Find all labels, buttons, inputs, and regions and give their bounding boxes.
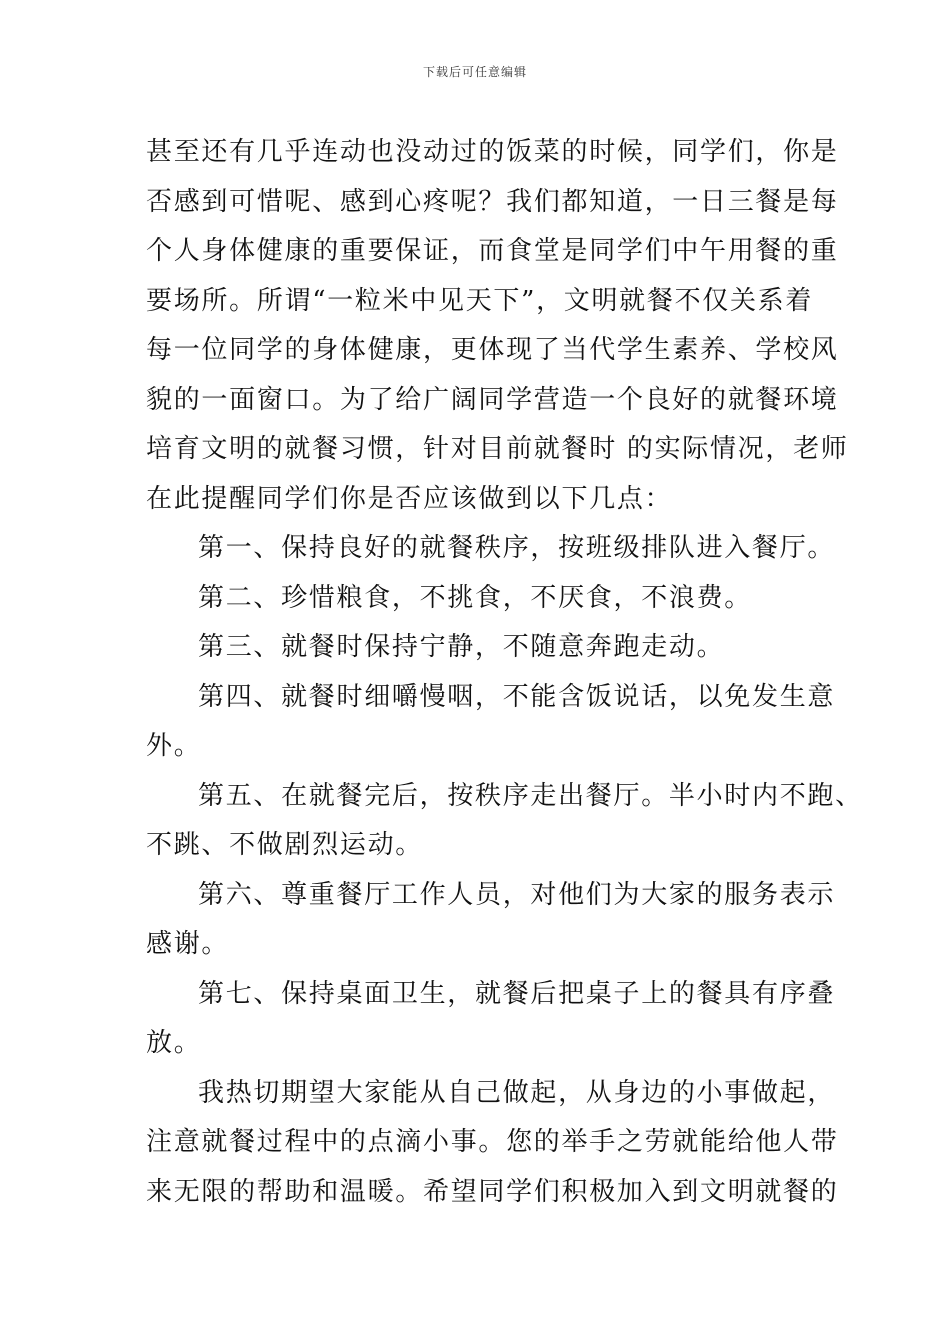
rule-item-7: 第七、保持桌面卫生，就餐后把桌子上的餐具有序叠 (198, 978, 836, 1009)
text-line: 每一位同学的身体健康，更体现了当代学生素养、学校风 (146, 335, 839, 365)
text-line: 否感到可惜呢、感到心疼呢？我们都知道，一日三餐是每 (146, 186, 839, 217)
closing-paragraph-start: 我热切期望大家能从自己做起，从身边的小事做起， (198, 1077, 836, 1108)
text-line: 外。 (146, 731, 202, 761)
page-header-note: 下载后可任意编辑 (422, 65, 527, 79)
text-line: 貌的一面窗口。为了给广阔同学营造一个良好的就餐环境 (146, 384, 839, 415)
text-line: 感谢。 (146, 929, 230, 959)
text-line: 甚至还有几乎连动也没动过的饭菜的时候，同学们，你是 (146, 137, 839, 167)
body-text (146, 128, 863, 1217)
rule-item-4: 第四、就餐时细嚼慢咽，不能含饭说话，以免发生意 (198, 681, 836, 712)
rule-item-3: 第三、就餐时保持宁静，不随意奔跑走动。 (198, 632, 725, 662)
rule-item-6: 第六、尊重餐厅工作人员，对他们为大家的服务表示 (198, 879, 836, 910)
text-line: 放。 (146, 1028, 202, 1058)
rule-item-1: 第一、保持良好的就餐秩序，按班级排队进入餐厅。 (198, 533, 836, 563)
text-line: 个人身体健康的重要保证，而食堂是同学们中午用餐的重 (146, 236, 839, 266)
text-line: 在此提醒同学们你是否应该做到以下几点： (146, 483, 673, 514)
rule-item-2: 第二、珍惜粮食，不挑食，不厌食，不浪费。 (198, 582, 753, 613)
text-line: 要场所。所谓“一粒米中见天下”，文明就餐不仅关系着 (146, 285, 814, 316)
text-line: 注意就餐过程中的点滴小事。您的举手之劳就能给他人带 (146, 1127, 839, 1157)
rule-item-5: 第五、在就餐完后，按秩序走出餐厅。半小时内不跑、 (198, 780, 863, 811)
text-line: 来无限的帮助和温暖。希望同学们积极加入到文明就餐的 (146, 1176, 839, 1207)
text-line: 不跳、不做剧烈运动。 (146, 830, 424, 860)
text-line: 培育文明的就餐习惯，针对目前就餐时 的实际情况，老师 (146, 434, 849, 464)
